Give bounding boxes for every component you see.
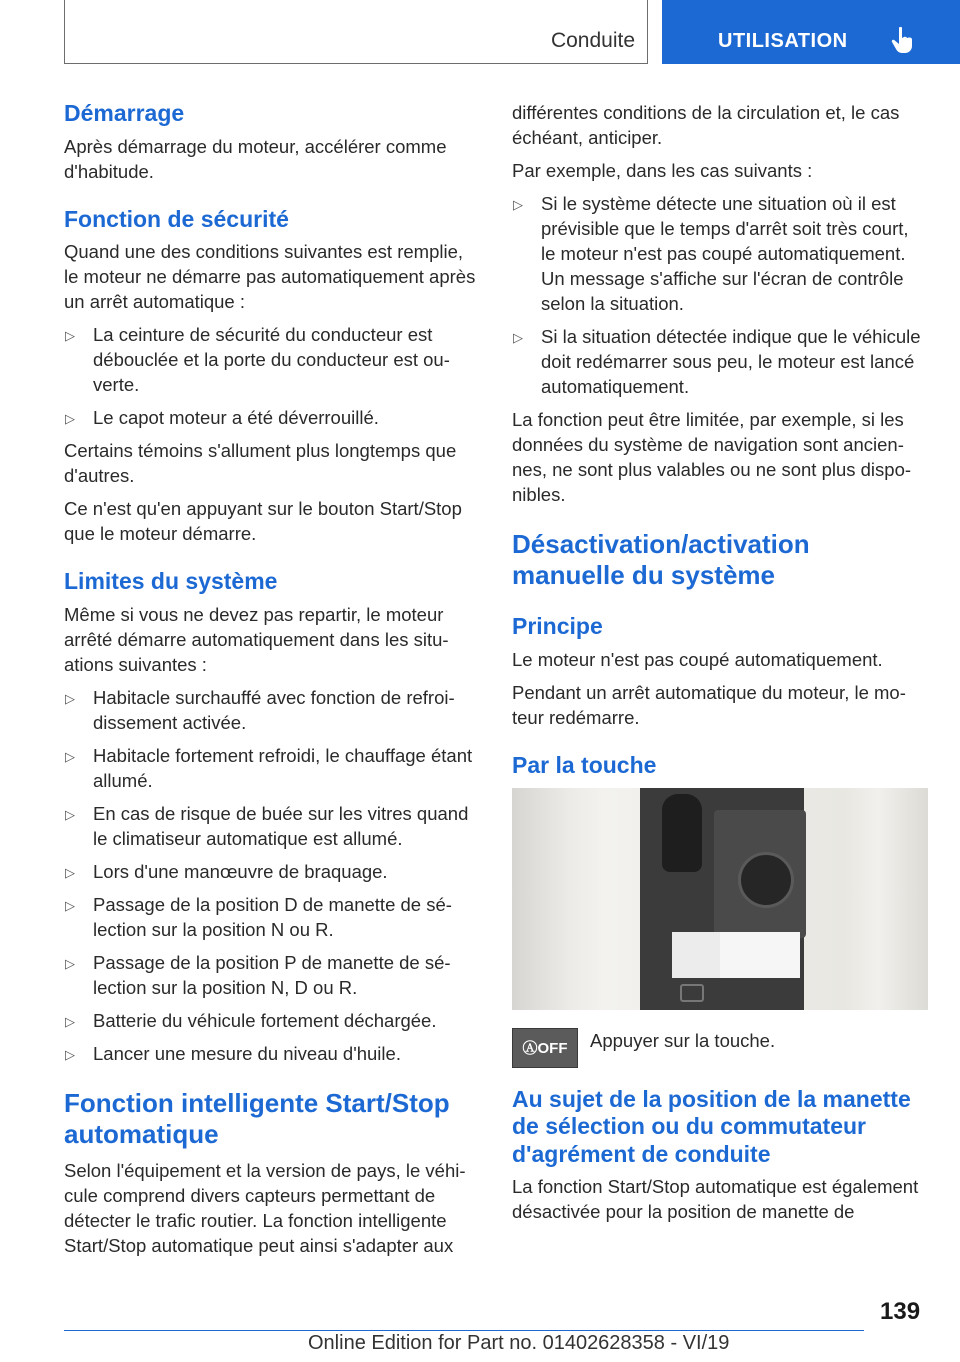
list-item: ▷ En cas de risque de buée sur les vitres quand le climatiseur automatique est allumé. bbox=[65, 802, 469, 849]
securite-list bbox=[64, 322, 478, 430]
limites-list bbox=[64, 685, 478, 1066]
list-item: ▷ Batterie du véhicule fortement déchargée. bbox=[64, 1008, 478, 1033]
principe-text-1: Le moteur n'est pas coupé automatiquement. bbox=[512, 648, 883, 670]
list-item: ▷ Lors d'une manœuvre de braquage. bbox=[64, 859, 478, 884]
triangle-bullet-icon: ▷ bbox=[65, 864, 75, 880]
header-tab-utilisation[interactable] bbox=[662, 0, 960, 64]
page-number: 139 bbox=[880, 1298, 921, 1325]
temoins-text: Certains témoins s'allument plus longtemps que d'autres. bbox=[64, 440, 457, 487]
demarrage-text: Après démarrage du moteur, accélérer comme d'habitude. bbox=[64, 135, 447, 182]
list-item: ▷ La ceinture de sécurité du conducteur est débouclée et la porte du conducteur est ouverte. bbox=[65, 324, 450, 396]
console-tray-right bbox=[720, 932, 800, 978]
right-column bbox=[512, 100, 928, 1232]
triangle-bullet-icon: ▷ bbox=[65, 328, 75, 344]
header-section-title: Conduite bbox=[550, 29, 635, 52]
triangle-bullet-icon: ▷ bbox=[513, 330, 523, 345]
key-instruction-text: Appuyer sur la touche. bbox=[590, 1029, 776, 1051]
list-item: ▷ Habitacle fortement refroidi, le chauffage étant allumé. bbox=[65, 744, 473, 791]
list-item: ▷ Passage de la position D de manette de sélection sur la position N ou R. bbox=[65, 893, 452, 940]
parking-brake-icon bbox=[680, 984, 704, 1002]
gear-selector bbox=[662, 794, 702, 872]
continuation-text: différentes conditions de la circulation et, le cas échéant, anticiper. bbox=[512, 102, 900, 148]
list-item: ▷ Si le système détecte une situation où il est prévisible que le temps d'arrêt soit très court, le moteur n'est pas coupé automatiquement. Un message s'affiche sur l'écran de contrôle selon la situation. bbox=[513, 193, 909, 314]
idrive-controller bbox=[738, 852, 794, 908]
triangle-bullet-icon: ▷ bbox=[65, 806, 75, 822]
securite-text: Quand une des conditions suivantes est remplie, le moteur ne démarre pas automatiquement après un arrêt automatique : bbox=[64, 241, 476, 313]
touche-title: Par la touche bbox=[512, 751, 657, 778]
exemple-text: Par exemple, dans les cas suivants : bbox=[512, 160, 813, 181]
triangle-bullet-icon: ▷ bbox=[65, 955, 75, 971]
list-item: ▷ Passage de la position P de manette de sélection sur la position N, D ou R. bbox=[65, 951, 451, 998]
hand-pointer-icon bbox=[890, 26, 916, 54]
limitee-text: La fonction peut être limitée, par exemple, si les données du système de navigation sont anciennes, ne sont plus valables ou ne sont plus disponibles. bbox=[512, 409, 912, 505]
footer-edition: Online Edition for Part no. 01402628358 - VI/19 bbox=[308, 1332, 730, 1354]
limites-title: Limites du système bbox=[64, 568, 278, 595]
securite-title: Fonction de sécurité bbox=[64, 205, 289, 232]
triangle-bullet-icon: ▷ bbox=[65, 1013, 75, 1029]
principe-title: Principe bbox=[512, 613, 603, 640]
header-section-box bbox=[64, 0, 648, 64]
triangle-bullet-icon: ▷ bbox=[65, 897, 75, 913]
manette-title: Au sujet de la position de la manette de sélection ou du commutateur d'agrément de conduite bbox=[512, 1085, 911, 1167]
bouton-text: Ce n'est qu'en appuyant sur le bouton Start/Stop que le moteur démarre. bbox=[64, 498, 462, 545]
triangle-bullet-icon: ▷ bbox=[65, 690, 75, 706]
triangle-bullet-icon: ▷ bbox=[65, 748, 75, 764]
list-item: ▷ Lancer une mesure du niveau d'huile. bbox=[64, 1041, 478, 1066]
left-column bbox=[64, 100, 478, 1266]
center-console-photo bbox=[512, 788, 928, 1010]
principe-text-2: Pendant un arrêt automatique du moteur, le moteur redémarre. bbox=[512, 681, 906, 728]
manette-text: La fonction Start/Stop automatique est également désactivée pour la position de manette de bbox=[512, 1176, 919, 1223]
auto-start-stop-off-button[interactable]: ⒶOFF bbox=[512, 1028, 578, 1068]
footer-divider bbox=[64, 1330, 864, 1331]
intelligente-text: Selon l'équipement et la version de pays, le véhicule comprend divers capteurs permettant de détecter le trafic routier. La fonction intelligente Start/Stop automatique peut ainsi s'adapter aux bbox=[64, 1160, 466, 1257]
console-tray-left bbox=[672, 932, 720, 978]
limites-text: Même si vous ne devez pas repartir, le moteur arrêté démarre automatiquement dans les situations suivantes : bbox=[64, 603, 449, 675]
desactivation-title: Désactivation/activation manuelle du système bbox=[512, 529, 810, 591]
triangle-bullet-icon: ▷ bbox=[65, 411, 75, 427]
list-item: ▷ Si la situation détectée indique que le véhicule doit redémarrer sous peu, le moteur est lancé automatiquement. bbox=[513, 326, 921, 397]
key-instruction bbox=[512, 1028, 928, 1068]
intelligente-title: Fonction intelligente Start/Stop automatique bbox=[64, 1087, 450, 1149]
triangle-bullet-icon: ▷ bbox=[65, 1046, 75, 1062]
triangle-bullet-icon: ▷ bbox=[513, 197, 523, 212]
list-item: ▷ Le capot moteur a été déverrouillé. bbox=[64, 405, 478, 430]
demarrage-title: Démarrage bbox=[64, 100, 185, 126]
exemple-list bbox=[512, 191, 928, 399]
header-tab-label: UTILISATION bbox=[718, 30, 848, 52]
list-item: ▷ Habitacle surchauffé avec fonction de refroidissement activée. bbox=[65, 686, 455, 733]
